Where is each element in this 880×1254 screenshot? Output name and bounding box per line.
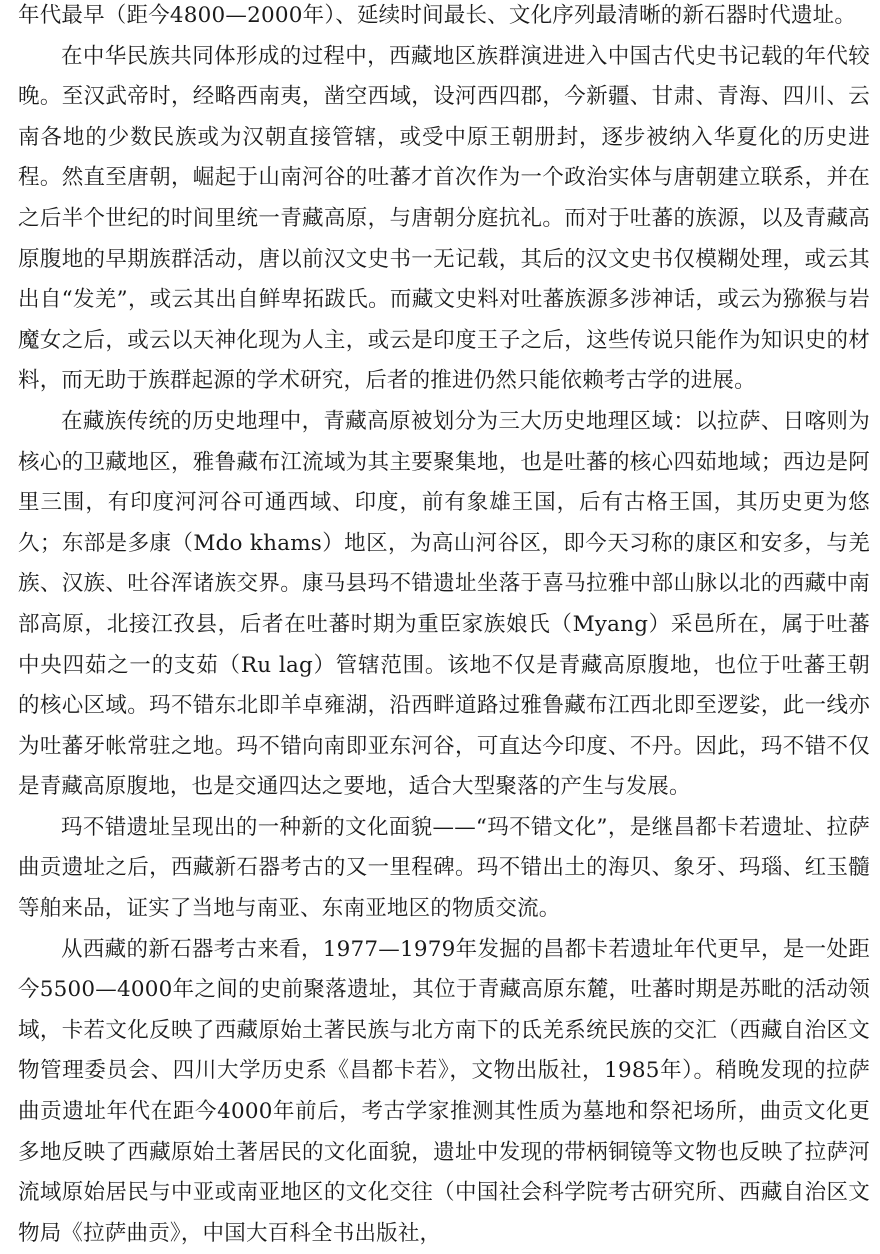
document-page [18,0,870,1254]
paragraph-ethnic-history: 在中华民族共同体形成的过程中，西藏地区族群演进进入中国古代史书记载的年代较晚。至汉武帝时，经略西南夷，凿空西域，设河西四郡，今新疆、甘肃、青海、四川、云南各地的少数民族或为汉朝直接管辖，或受中原王朝册封，逐步被纳入华夏化的历史进程。然直至唐朝，崛起于山南河谷的吐蕃才首次作为一个政治实体与唐朝建立联系，并在之后半个世纪的时间里统一青藏高原，与唐朝分庭抗礼。而对于吐蕃的族源，以及青藏高原腹地的早期族群活动，唐以前汉文史书一无记载，其后的汉文史书仅模糊处理，或云其出自“发羌”，或云其出自鲜卑拓跋氏。而藏文史料对吐蕃族源多涉神话，或云为猕猴与岩魔女之后，或云以天神化现为人主，或云是印度王子之后，这些传说只能作为知识史的材料，而无助于族群起源的学术研究，后者的推进仍然只能依赖考古学的进展。 [18,43,870,394]
paragraph-continued: 年代最早（距今4800—2000年）、延续时间最长、文化序列最清晰的新石器时代遗址。 [18,3,857,28]
paragraph-mabucuo-culture: 玛不错遗址呈现出的一种新的文化面貌——“玛不错文化”，是继昌都卡若遗址、拉萨曲贡遗址之后，西藏新石器考古的又一里程碑。玛不错出土的海贝、象牙、玛瑙、红玉髓等舶来品，证实了当地与南亚、东南亚地区的物质交流。 [18,814,870,922]
paragraph-historical-geography: 在藏族传统的历史地理中，青藏高原被划分为三大历史地理区域：以拉萨、日喀则为核心的卫藏地区，雅鲁藏布江流域为其主要聚集地，也是吐蕃的核心四茹地域；西边是阿里三围，有印度河河谷可通西域、印度，前有象雄王国，后有古格王国，其历史更为悠久；东部是多康（Mdo khams）地区，为高山河谷区，即今天习称的康区和安多，与羌族、汉族、吐谷浑诸族交界。康马县玛不错遗址坐落于喜马拉雅中部山脉以北的西藏中南部高原，北接江孜县，后者在吐蕃时期为重臣家族娘氏（Myang）采邑所在，属于吐蕃中央四茹之一的支茹（Ru lag）管辖范围。该地不仅是青藏高原腹地，也位于吐蕃王朝的核心区域。玛不错东北即羊卓雍湖，沿西畔道路过雅鲁藏布江西北即至逻娑，此一线亦为吐蕃牙帐常驻之地。玛不错向南即亚东河谷，可直达今印度、不丹。因此，玛不错不仅是青藏高原腹地，也是交通四达之要地，适合大型聚落的产生与发展。 [18,408,870,800]
paragraph-neolithic-archaeology: 从西藏的新石器考古来看，1977—1979年发掘的昌都卡若遗址年代更早，是一处距今5500—4000年之间的史前聚落遗址，其位于青藏高原东麓，吐蕃时期是苏毗的活动领域，卡若文化反映了西藏原始土著民族与北方南下的氐羌系统民族的交汇（西藏自治区文物管理委员会、四川大学历史系《昌都卡若》，文物出版社，1985年）。稍晚发现的拉萨曲贡遗址年代在距今4000年前后，考古学家推测其性质为墓地和祭祀场所，曲贡文化更多地反映了西藏原始土著居民的文化面貌，遗址中发现的带柄铜镜等文物也反映了拉萨河流域原始居民与中亚或南亚地区的文化交往（中国社会科学院考古研究所、西藏自治区文物局《拉萨曲贡》，中国大百科全书出版社， [18,936,870,1246]
